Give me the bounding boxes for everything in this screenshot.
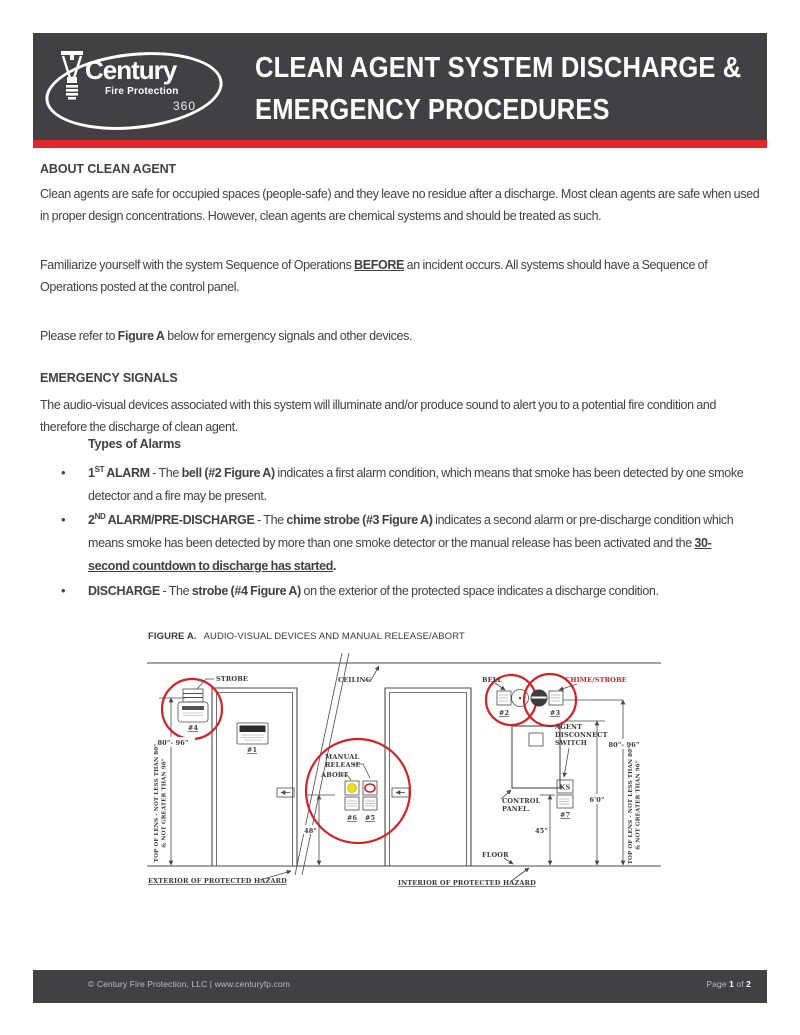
header-red-stripe: [33, 140, 767, 148]
about-paragraph-2: [40, 254, 762, 298]
figure-a-caption-label: FIGURE A.: [148, 631, 197, 642]
left-lens-note-line2: & NOT GREATER THAN 96": [161, 758, 168, 848]
control-panel: [512, 726, 560, 788]
p3-pre-text: Please refer to: [40, 329, 118, 343]
second-alarm-device: chime strobe (#3 Figure A): [286, 513, 433, 527]
signals-intro-text: The audio-visual devices associated with this system will illuminate and/or produce sound to alert you to a potential fire condition and therefore the discharge of clean agent.: [40, 398, 717, 434]
figure-label-floor: FLOOR: [482, 851, 509, 859]
footer-page-number: 1: [729, 979, 734, 989]
figure-label-3: #3: [549, 709, 561, 717]
logo-brand-text: Century: [85, 55, 177, 85]
left-dim-80-96: 80"- 96": [157, 739, 189, 747]
figure-label-6: #6: [346, 814, 358, 822]
discharge-description: on the exterior of the protected space indicates a discharge condition.: [300, 584, 659, 598]
logo-subtitle-text: Fire Protection: [105, 86, 179, 97]
second-alarm-number: 2: [88, 513, 95, 527]
dim-48-label: 48": [304, 827, 317, 835]
figure-label-abort: ABORT: [321, 771, 349, 779]
discharge-label: DISCHARGE: [88, 584, 160, 598]
document-header-banner: [33, 33, 767, 140]
emergency-signals-heading: EMERGENCY SIGNALS: [40, 371, 178, 385]
manual-release-button-red: [365, 784, 375, 792]
document-title-line2: EMERGENCY PROCEDURES: [255, 94, 610, 126]
p3-figure-a-reference: Figure A: [117, 329, 165, 343]
footer-page-total: 2: [746, 979, 751, 989]
bullet-discharge: [61, 580, 748, 603]
figure-label-control: CONTROL: [502, 797, 541, 805]
abort-button-yellow: [348, 784, 357, 793]
first-alarm-separator: - The: [149, 466, 182, 480]
p2-post-text: an incident occurs. All systems should have a Sequence of Operations posted at the control panel.: [40, 258, 708, 294]
figure-label-disconnect: DISCONNECT: [555, 731, 608, 739]
about-paragraph-1: [40, 183, 762, 227]
dim-45-label: 45": [535, 827, 548, 835]
figure-label-ceiling: CEILING: [338, 676, 372, 684]
left-lens-note-line1: TOP OF LENS - NOT LESS THAN 80": [154, 743, 160, 863]
footer-copyright: © Century Fire Protection, LLC | www.centuryfp.com: [88, 979, 290, 989]
figure-label-chime-strobe: CHIME/STROBE: [565, 676, 627, 684]
figure-label-switch: SWITCH: [555, 739, 588, 747]
right-lens-note-line2: & NOT GREATER THAN 96": [635, 760, 642, 850]
first-alarm-description: indicates a first alarm condition, which means that smoke has been detected by one smoke detector and a fire may be present.: [88, 466, 744, 503]
first-alarm-device: bell (#2 Figure A): [181, 466, 275, 480]
countdown-emphasis: 30-second countdown to discharge has started: [88, 536, 712, 573]
bell-leader-line: [495, 683, 505, 690]
figure-a-caption-text: AUDIO-VISUAL DEVICES AND MANUAL RELEASE/ABORT: [203, 631, 465, 642]
figure-label-4: #4: [187, 724, 199, 732]
figure-label-bell: BELL: [482, 676, 503, 684]
bullet-marker: •: [61, 583, 66, 598]
door-exterior: [212, 688, 297, 866]
second-alarm-period: .: [333, 559, 337, 573]
bullet-marker: •: [61, 512, 66, 527]
p2-before-emphasis: BEFORE: [354, 258, 405, 272]
logo-360-badge: 360: [173, 99, 197, 113]
figure-label-2: #2: [498, 709, 510, 717]
right-lens-note-line1: TOP OF LENS - NOT LESS THAN 80": [628, 745, 634, 865]
second-alarm-description: indicates a second alarm or pre-discharge condition which means smoke has been detected by more than one smoke detector or the manual release has been activated and the: [88, 513, 734, 550]
figure-label-interior: INTERIOR OF PROTECTED HAZARD: [398, 879, 536, 887]
second-alarm-label: ALARM/PRE-DISCHARGE: [105, 513, 255, 527]
second-alarm-separator: - The: [254, 513, 287, 527]
discharge-device: strobe (#4 Figure A): [191, 584, 301, 598]
first-alarm-label: ALARM: [104, 466, 150, 480]
about-clean-agent-heading: ABOUT CLEAN AGENT: [40, 162, 177, 176]
fire-sprinkler-icon: [59, 51, 85, 101]
figure-label-exterior: EXTERIOR OF PROTECTED HAZARD: [148, 877, 287, 885]
document-title-line1: CLEAN AGENT SYSTEM DISCHARGE &: [255, 52, 742, 84]
figure-a-caption: [148, 631, 465, 642]
footer-of-label: of: [733, 979, 747, 989]
warning-sign-device-1: [237, 723, 268, 744]
p3-post-text: below for emergency signals and other devices.: [164, 329, 413, 343]
door-interior: [385, 688, 471, 866]
page-footer: [33, 970, 767, 1003]
figure-label-ks: KS: [559, 783, 571, 792]
discharge-separator: - The: [159, 584, 192, 598]
bullet-first-alarm: [61, 462, 748, 508]
document-title: [255, 47, 741, 131]
figure-label-release: RELEASE: [325, 761, 361, 769]
footer-page-indicator: [706, 979, 751, 989]
bullet-marker: •: [61, 465, 66, 480]
second-alarm-ordinal: ND: [94, 511, 106, 521]
figure-label-1: #1: [246, 746, 258, 754]
figure-a-diagram: [145, 653, 665, 898]
bullet-second-alarm: [61, 509, 748, 578]
second-alarm-term: [88, 513, 254, 527]
types-of-alarms-subheading: Types of Alarms: [88, 437, 181, 451]
figure-label-7: #7: [559, 811, 571, 819]
figure-a-container: [145, 653, 665, 898]
figure-label-agent: AGENT: [555, 723, 583, 731]
figure-label-strobe: STROBE: [216, 675, 248, 683]
agent-switch-leader-line: [564, 748, 569, 777]
figure-label-5: #5: [364, 814, 376, 822]
p2-pre-text: Familiarize yourself with the system Sequence of Operations: [40, 258, 355, 272]
about-paragraph-1-text: Clean agents are safe for occupied spaces (people-safe) and they leave no residue after a discharge. Most clean agents are safe when used in proper design concentrations. However, clean agents are chemical systems and should be treated as such.: [40, 187, 760, 223]
figure-label-manual: MANUAL: [325, 753, 360, 761]
company-logo: [43, 38, 238, 136]
right-dim-80-96: 80"- 96": [608, 741, 640, 749]
dim-6ft-label: 6'0": [589, 796, 605, 804]
figure-label-panel: PANEL.: [502, 805, 531, 813]
first-alarm-number: 1: [88, 466, 95, 480]
first-alarm-ordinal: ST: [94, 464, 105, 474]
footer-page-label: Page: [706, 979, 730, 989]
first-alarm-term: [88, 466, 150, 480]
signals-intro-paragraph: [40, 394, 762, 438]
about-paragraph-3: [40, 325, 762, 347]
